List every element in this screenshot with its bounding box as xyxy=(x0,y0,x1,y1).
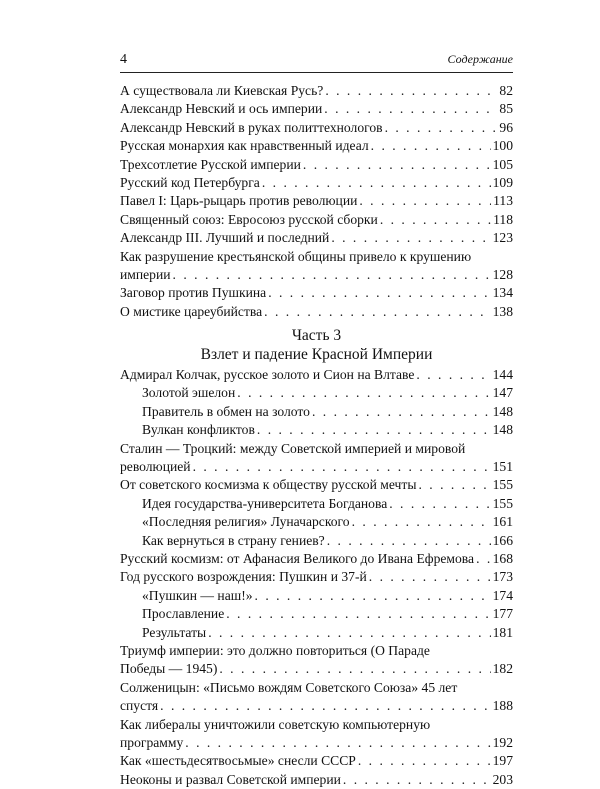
leader-dots xyxy=(369,568,491,586)
toc-entry-page: 123 xyxy=(492,230,513,246)
leader-dots xyxy=(268,284,490,302)
toc-group-part2-tail xyxy=(120,284,513,321)
toc-entry-liberaly[interactable] xyxy=(120,716,513,753)
toc-entry-page: 155 xyxy=(492,477,513,493)
leader-dots xyxy=(358,752,491,770)
toc-entry-title-line2 xyxy=(120,660,513,678)
leader-dots xyxy=(416,366,490,384)
toc-entry-title-line1: Как либералы уничтожили советскую компьютерную xyxy=(120,716,431,732)
toc-entry[interactable] xyxy=(120,192,513,210)
toc-entry-solzhenitsyn[interactable] xyxy=(120,679,513,716)
leader-dots xyxy=(476,550,491,568)
toc-entry[interactable] xyxy=(120,137,513,155)
toc-entry-page: 144 xyxy=(492,367,513,383)
toc-subentry[interactable] xyxy=(120,513,513,531)
toc-entry-title: Заговор против Пушкина xyxy=(120,285,267,301)
toc-entry-title: О мистике цареубийства xyxy=(120,303,263,319)
toc-entry[interactable] xyxy=(120,284,513,302)
leader-dots xyxy=(359,192,491,210)
toc-entry-obshchina[interactable] xyxy=(120,248,513,285)
toc-subentries-kosmizm xyxy=(120,495,513,550)
toc-entry-title: Как вернуться в страну гениев? xyxy=(142,532,325,548)
leader-dots xyxy=(264,303,490,321)
toc-entry-page: 174 xyxy=(492,587,513,603)
leader-dots xyxy=(219,660,490,678)
toc-entry-title: «Последняя религия» Луначарского xyxy=(142,514,350,530)
toc-subentry[interactable] xyxy=(120,384,513,402)
toc-entry-page: 173 xyxy=(492,569,513,585)
page-number: 4 xyxy=(120,52,127,67)
page-header xyxy=(120,52,513,68)
toc-entry-page: 82 xyxy=(499,83,513,98)
toc-entry-page: 100 xyxy=(492,138,513,154)
toc-entry-title-line1: Триумф империи: это должно повториться (О Параде xyxy=(120,642,430,658)
leader-dots xyxy=(208,624,490,642)
part-title: Взлет и падение Красной Империи xyxy=(200,346,433,364)
toc-entry-title-line1: Сталин — Троцкий: между Советской империей и мировой xyxy=(120,440,466,456)
toc-entry-page: 177 xyxy=(492,606,513,622)
toc-entry-title-end: спустя xyxy=(120,698,159,714)
toc-entry[interactable] xyxy=(120,303,513,321)
toc-entry-kosmizm[interactable] xyxy=(120,476,513,494)
toc-entry-title-line1: Как разрушение крестьянской общины привело к крушению xyxy=(120,248,472,264)
running-title: Содержание xyxy=(447,52,513,66)
leader-dots xyxy=(237,384,490,402)
leader-dots xyxy=(371,137,491,155)
leader-dots xyxy=(325,82,497,100)
toc-entry[interactable] xyxy=(120,100,513,118)
toc-entry-stalin[interactable] xyxy=(120,440,513,477)
part-heading xyxy=(120,326,513,364)
toc-entry-title-end: Победы — 1945) xyxy=(120,661,218,677)
toc-entry-title: Трехсотлетие Русской империи xyxy=(120,156,301,172)
toc-entry-title: Александр Невский в руках политтехнологов xyxy=(120,119,383,135)
toc-entry-title-line2 xyxy=(120,458,513,476)
toc-subentries-god xyxy=(120,587,513,642)
toc-subentry[interactable] xyxy=(120,587,513,605)
part-label: Часть 3 xyxy=(291,327,342,345)
toc-entry-title: Прославление xyxy=(142,606,225,622)
toc-entry-page: 166 xyxy=(492,532,513,548)
leader-dots xyxy=(262,174,491,192)
toc-entry-russkiy-kosmizm[interactable] xyxy=(120,550,513,568)
toc-subentry[interactable] xyxy=(120,624,513,642)
toc-entry-page: 181 xyxy=(492,624,513,640)
leader-dots xyxy=(352,513,491,531)
toc-entry-page: 118 xyxy=(493,211,513,227)
leader-dots xyxy=(173,266,491,284)
toc-entry-title-line2 xyxy=(120,266,513,284)
toc-entry-title: Год русского возрождения: Пушкин и 37-й xyxy=(120,569,367,585)
toc-entry-page: 197 xyxy=(492,753,513,769)
leader-dots xyxy=(160,697,490,715)
leader-dots xyxy=(385,119,498,137)
toc-entry-page: 151 xyxy=(492,459,513,475)
leader-dots xyxy=(226,605,490,623)
toc-entry-title-line1: Солженицын: «Письмо вождям Советского Союза» 45 лет xyxy=(120,679,458,695)
toc-entry-page: 147 xyxy=(492,385,513,401)
toc-subentry[interactable] xyxy=(120,421,513,439)
toc-entry-title: Адмирал Колчак, русское золото и Сион на Влтаве xyxy=(120,367,415,383)
toc-entry[interactable] xyxy=(120,156,513,174)
toc-entry-page: 192 xyxy=(492,734,513,750)
leader-dots xyxy=(303,156,491,174)
leader-dots xyxy=(312,403,491,421)
toc-entry-title: Русский код Петербурга xyxy=(120,174,260,190)
toc-entry-page: 148 xyxy=(492,422,513,438)
toc-entry-page: 168 xyxy=(492,550,513,566)
toc-entry-title: Павел I: Царь-рыцарь против революции xyxy=(120,193,358,209)
toc-entry-title: Результаты xyxy=(142,624,207,640)
toc-entry-triumf[interactable] xyxy=(120,642,513,679)
toc-entry-page: 203 xyxy=(492,771,513,787)
toc-entry-page: 161 xyxy=(492,514,513,530)
toc-entry[interactable] xyxy=(120,211,513,229)
toc-entry-page: 105 xyxy=(492,156,513,172)
toc-entry-title-end: империи xyxy=(120,266,171,282)
toc-entry-title: Идея государства-университета Богданова xyxy=(142,495,388,511)
toc-entry-title-line2 xyxy=(120,697,513,715)
table-of-contents xyxy=(120,82,513,789)
toc-entry-page: 96 xyxy=(499,119,513,135)
leader-dots xyxy=(257,421,491,439)
toc-entry-page: 134 xyxy=(492,285,513,301)
toc-entry-title: Золотой эшелон xyxy=(142,385,236,401)
toc-entry-title: Александр Невский и ось империи xyxy=(120,101,323,117)
toc-subentry[interactable] xyxy=(120,403,513,421)
toc-subentry[interactable] xyxy=(120,605,513,623)
toc-entry-page: 85 xyxy=(499,101,513,117)
toc-entry-page: 188 xyxy=(492,698,513,714)
leader-dots xyxy=(193,458,491,476)
toc-entry-title: Александр III. Лучший и последний xyxy=(120,230,330,246)
leader-dots xyxy=(327,532,491,550)
toc-entry-page: 148 xyxy=(492,403,513,419)
leader-dots xyxy=(418,476,490,494)
toc-entry-god-vozrozhdeniya[interactable] xyxy=(120,568,513,586)
leader-dots xyxy=(343,771,491,789)
toc-group-part2-end xyxy=(120,82,513,248)
toc-entry-title: Вулкан конфликтов xyxy=(142,422,255,438)
toc-entry-page: 109 xyxy=(492,174,513,190)
leader-dots xyxy=(324,100,497,118)
leader-dots xyxy=(255,587,491,605)
leader-dots xyxy=(389,495,490,513)
toc-entry-page: 113 xyxy=(493,193,513,209)
toc-subentry[interactable] xyxy=(120,532,513,550)
toc-entry[interactable] xyxy=(120,82,513,100)
toc-entry-title-end: революцией xyxy=(120,459,191,475)
toc-entry-page: 155 xyxy=(492,495,513,511)
header-rule xyxy=(120,72,513,73)
toc-entry[interactable] xyxy=(120,752,513,770)
toc-entry-page: 138 xyxy=(492,303,513,319)
toc-entry-title: Как «шестьдесятвосьмые» снесли СССР xyxy=(120,753,356,769)
toc-entry[interactable] xyxy=(120,229,513,247)
toc-entry-title: «Пушкин — наш!» xyxy=(142,587,253,603)
toc-entry-kolchak[interactable] xyxy=(120,366,513,384)
toc-entry-title: От советского космизма к обществу русской мечты xyxy=(120,477,417,493)
toc-group-final xyxy=(120,752,513,789)
leader-dots xyxy=(331,229,490,247)
toc-entry-title: Священный союз: Евросоюз русской сборки xyxy=(120,211,378,227)
toc-entry-title: А существовала ли Киевская Русь? xyxy=(120,83,324,98)
toc-entry-title: Русский космизм: от Афанасия Великого до Ивана Ефремова xyxy=(120,550,475,566)
toc-entry-title: Правитель в обмен на золото xyxy=(142,403,310,419)
leader-dots xyxy=(380,211,491,229)
toc-entry-page: 182 xyxy=(492,661,513,677)
toc-entry[interactable] xyxy=(120,119,513,137)
toc-subentry[interactable] xyxy=(120,495,513,513)
toc-entry-page: 128 xyxy=(492,266,513,282)
toc-entry[interactable] xyxy=(120,174,513,192)
toc-subentries-kolchak xyxy=(120,384,513,439)
toc-entry-title-end: программу xyxy=(120,734,184,750)
toc-entry-title: Русская монархия как нравственный идеал xyxy=(120,138,369,154)
toc-entry-title: Неоконы и развал Советской империи xyxy=(120,771,341,787)
toc-entry[interactable] xyxy=(120,771,513,789)
